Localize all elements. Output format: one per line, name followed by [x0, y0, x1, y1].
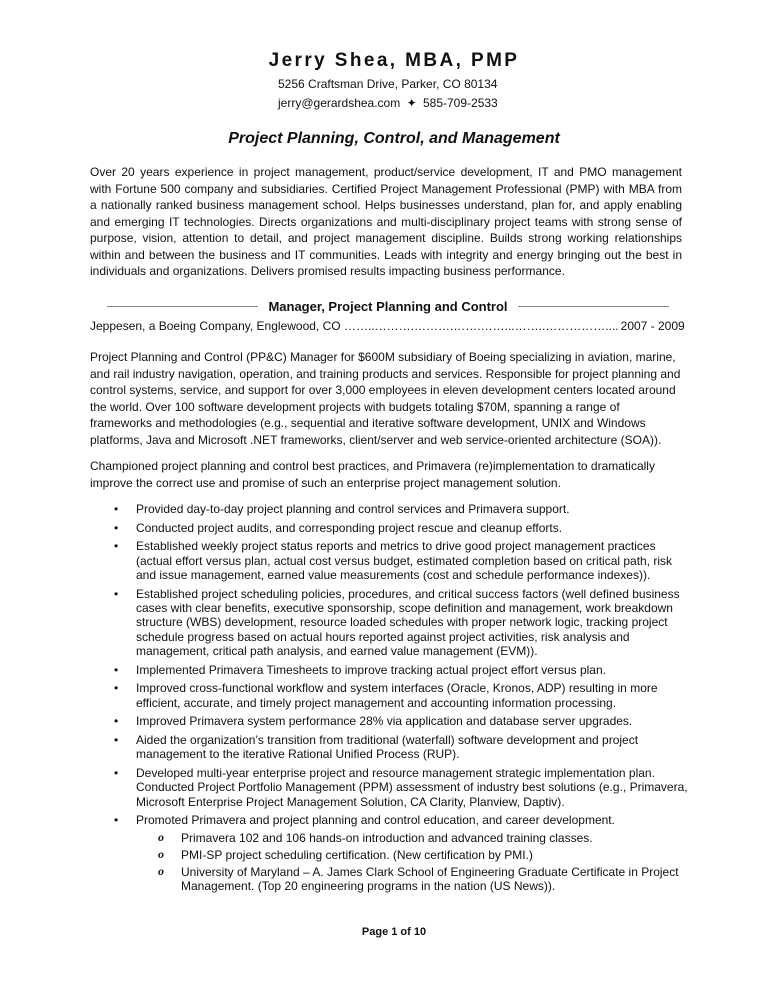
summary-paragraph: Over 20 years experience in project management, product/service development, IT and PMO management with Fortune 500 company and subsidiaries. Certified Project Management Professional (PMP) with MBA from a nationally ranked business management school. Helps businesses understand, plan for, and apply enabling and emerging IT technologies. Directs organizations and multi-disciplinary project teams with strong sense of purpose, vision, attention to detail, and project management discipline. Builds strong working relationships within and between the business and IT communities. Leads with integrity and energy bringing out the best in individuals and organizations. Delivers promised results impacting business performance.	[90, 165, 682, 278]
list-item: • Conducted project audits, and corresponding project rescue and cleanup efforts.	[90, 521, 690, 535]
section-heading	[107, 297, 669, 315]
employer-line	[90, 318, 690, 334]
list-item: • Aided the organization’s transition from traditional (waterfall) software development and project management to the iterative Rational Unified Process (RUP).	[90, 733, 690, 762]
page-number: Page 1 of 10	[361, 926, 427, 938]
phone-number: 585-709-2533	[422, 96, 498, 110]
list-item: • Provided day-to-day project planning and control services and Primavera support.	[90, 502, 690, 516]
address-line: 5256 Craftsman Drive, Parker, CO 80134	[278, 77, 498, 91]
email-link[interactable]: jerry@gerardshea.com	[278, 96, 401, 110]
list-item: • Implemented Primavera Timesheets to improve tracking actual project effort versus plan.	[90, 663, 690, 677]
employer-name: Jeppesen, a Boeing Company, Englewood, CO	[90, 319, 341, 333]
candidate-name: Jerry Shea, MBA, PMP	[268, 50, 520, 71]
list-item: • Established weekly project status reports and metrics to drive good project management practices (actual effort versus plan, actual cost versus budget, estimated completion based on critical path, risk and issue management, earned value measurements (cost and schedule performance indexes)).	[90, 539, 690, 582]
list-item-with-subitems	[90, 813, 690, 893]
list-item-text: Promoted Primavera and project planning and control education, and career development.	[136, 813, 615, 828]
sub-list-item: o Primavera 102 and 106 hands-on introduction and advanced training classes.	[136, 831, 690, 845]
contact-line	[278, 95, 498, 111]
heading-rule-right	[518, 306, 669, 307]
list-item: • Established project scheduling policies, procedures, and critical success factors (well defined business cases with clear benefits, executive sponsorship, scope definition and management, work breakdown structure (WBS) development, resource loaded schedules with proper network logic, tracking project schedule progress based on actual hours reported against project activities, risk analysis and management, critical path analysis, and earned value management (EVM)).	[90, 587, 690, 659]
sub-list-item: o University of Maryland – A. James Clark School of Engineering Graduate Certificate in Project Management. (Top 20 engineering programs in the nation (US News)).	[136, 865, 690, 894]
employment-years: 2007 - 2009	[620, 319, 685, 333]
sub-list-item: o PMI-SP project scheduling certification. (New certification by PMI.)	[136, 848, 690, 862]
achievement-list	[90, 502, 690, 898]
document-title: Project Planning, Control, and Management	[228, 130, 560, 147]
dot-leader: ……..……….……….…….……...……..……………....	[343, 319, 619, 333]
list-item: • Improved cross-functional workflow and system interfaces (Oracle, Kronos, ADP) resulting in more efficient, accurate, and timely project management and accounting information processing.	[90, 681, 690, 710]
heading-rule-left	[107, 306, 258, 307]
championed-paragraph: Championed project planning and control best practices, and Primavera (re)implementation to dramatically improve the correct use and promise of such an enterprise project management solution.	[90, 459, 655, 490]
role-description: Project Planning and Control (PP&C) Manager for $600M subsidiary of Boeing specializing in aviation, marine, and rail industry navigation, operation, and training products and services. Responsible for project planning and control systems, service, and support for over 3,000 employees in eleven development centers located around the world. Over 100 software development projects with budgets totaling $70M, spanning a range of frameworks and methodologies (e.g., sequential and iterative software development, UNIX and Windows platforms, Java and Microsoft .NET frameworks, client/server and web service-oriented architecture (SOA)).	[90, 350, 681, 447]
list-item: • Developed multi-year enterprise project and resource management strategic implementation plan. Conducted Project Portfolio Management (PPM) assessment of industry best solutions (e.g., Primavera, Microsoft Enterprise Project Management Solution, CA Clarity, Planview, Daptiv).	[90, 766, 690, 809]
separator-star-icon: ✦	[406, 96, 417, 110]
sub-list	[136, 831, 690, 894]
section-heading-label: Manager, Project Planning and Control	[268, 298, 508, 314]
list-item: • Improved Primavera system performance 28% via application and database server upgrades.	[90, 714, 690, 728]
